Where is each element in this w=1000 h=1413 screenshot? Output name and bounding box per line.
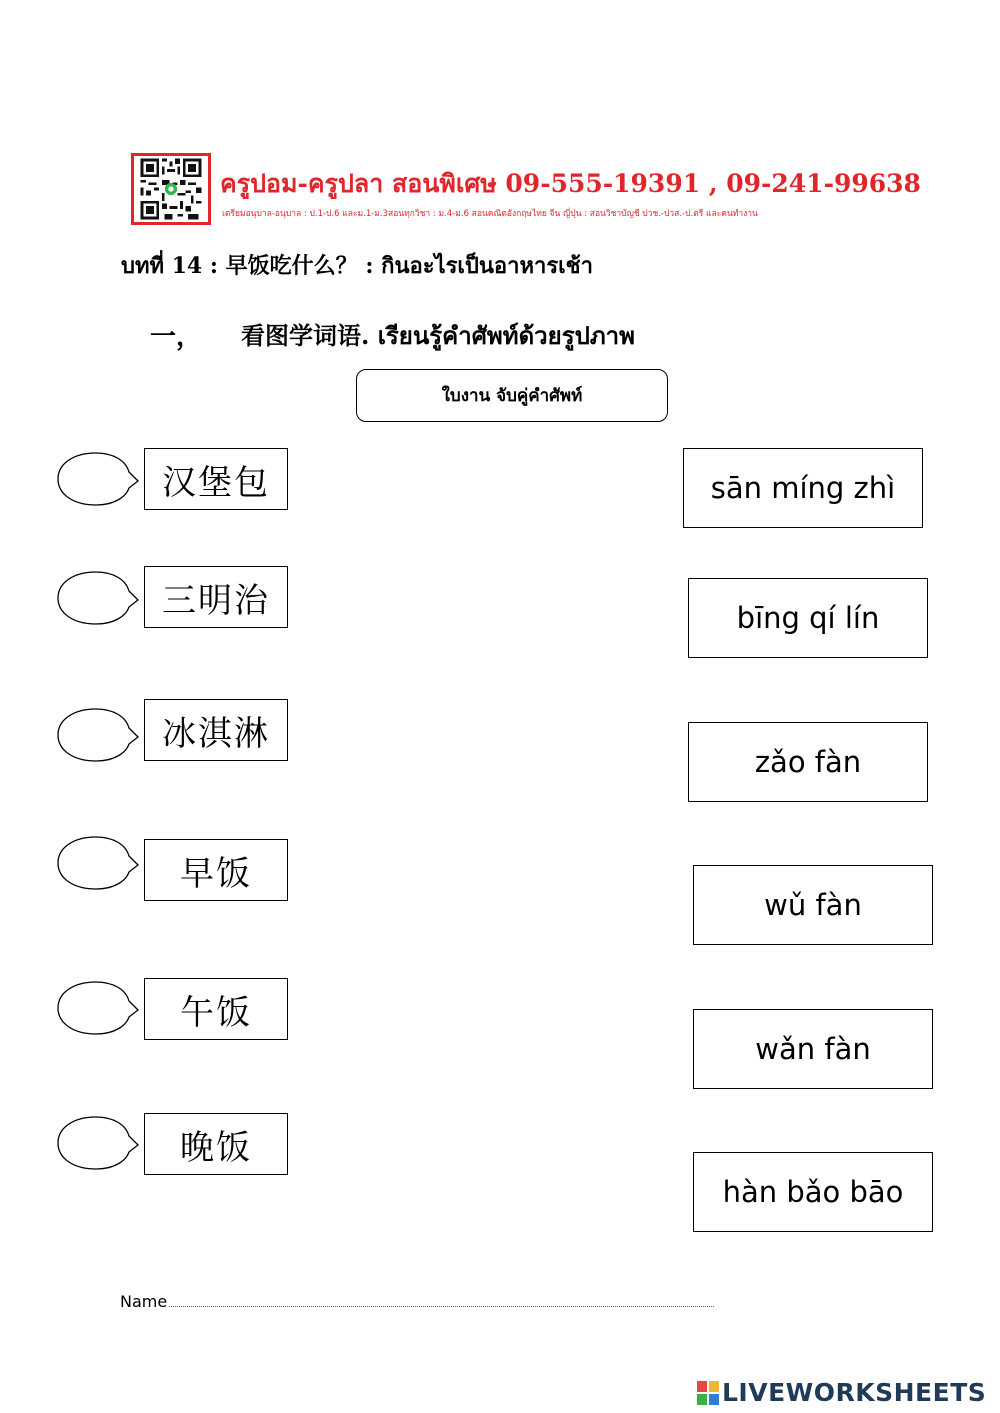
answer-bubble-6[interactable] [56, 1114, 140, 1172]
pinyin-text: wǔ fàn [764, 888, 862, 922]
qr-code [131, 153, 211, 225]
word-card-6 [144, 1113, 288, 1175]
lesson-title: บทที่ 14 : 早饭吃什么？ : กินอะไรเป็นอาหารเช้า [121, 253, 593, 279]
name-field[interactable] [120, 1292, 720, 1311]
logo-text: LIVEWORKSHEETS [722, 1378, 987, 1407]
pinyin-card-5 [693, 1009, 933, 1089]
word-text: 三明治 [162, 580, 270, 621]
answer-bubble-1[interactable] [56, 450, 140, 508]
answer-bubble-5[interactable] [56, 979, 140, 1037]
word-card-4 [144, 839, 288, 901]
liveworksheets-logo [697, 1378, 986, 1407]
word-text: 早饭 [180, 853, 252, 894]
word-text: 冰淇淋 [162, 713, 270, 754]
pinyin-text: hàn bǎo bāo [722, 1175, 904, 1209]
pinyin-card-6 [693, 1152, 933, 1232]
answer-bubble-3[interactable] [56, 706, 140, 764]
pinyin-card-4 [693, 865, 933, 945]
section-number: 一， [150, 322, 203, 352]
answer-bubble-2[interactable] [56, 569, 140, 627]
worksheet-instruction [356, 369, 668, 422]
liveworksheets-logo-icon [697, 1381, 719, 1405]
tutor-banner-subtitle: เตรียมอนุบาล-อนุบาล : ป.1-ป.6 และม.1-ม.3สอนทุกวิชา : ม.4-ม.6 สอนคณิตอังกฤษไทย จีน ญี่ปุ่น : สอนวิชาบัญชี ปวช.-ปวส.-ป.ตรี และคนทำงาน [222, 209, 758, 219]
pinyin-text: wǎn fàn [755, 1032, 871, 1066]
tutor-banner-title: ครูปอม-ครูปลา สอนพิเศษ 09-555-19391 , 09-241-99638 [220, 169, 921, 198]
word-text: 汉堡包 [162, 462, 270, 503]
pinyin-text: sān míng zhì [710, 471, 896, 505]
name-label: Name [120, 1292, 168, 1311]
pinyin-text: bīng qí lín [736, 601, 880, 635]
word-text: 午饭 [180, 992, 252, 1033]
pinyin-card-1 [683, 448, 923, 528]
pinyin-text: zǎo fàn [754, 745, 862, 779]
name-dotted-line [169, 1306, 714, 1307]
word-text: 晚饭 [180, 1127, 252, 1168]
word-card-1 [144, 448, 288, 510]
word-card-5 [144, 978, 288, 1040]
answer-bubble-4[interactable] [56, 834, 140, 892]
pinyin-card-3 [688, 722, 928, 802]
word-card-2 [144, 566, 288, 628]
section-title: 看图学词语. เรียนรู้คำศัพท์ด้วยรูปภาพ [241, 321, 635, 350]
instruction-label: ใบงาน จับคู่คำศัพท์ [441, 386, 583, 406]
pinyin-card-2 [688, 578, 928, 658]
word-card-3 [144, 699, 288, 761]
